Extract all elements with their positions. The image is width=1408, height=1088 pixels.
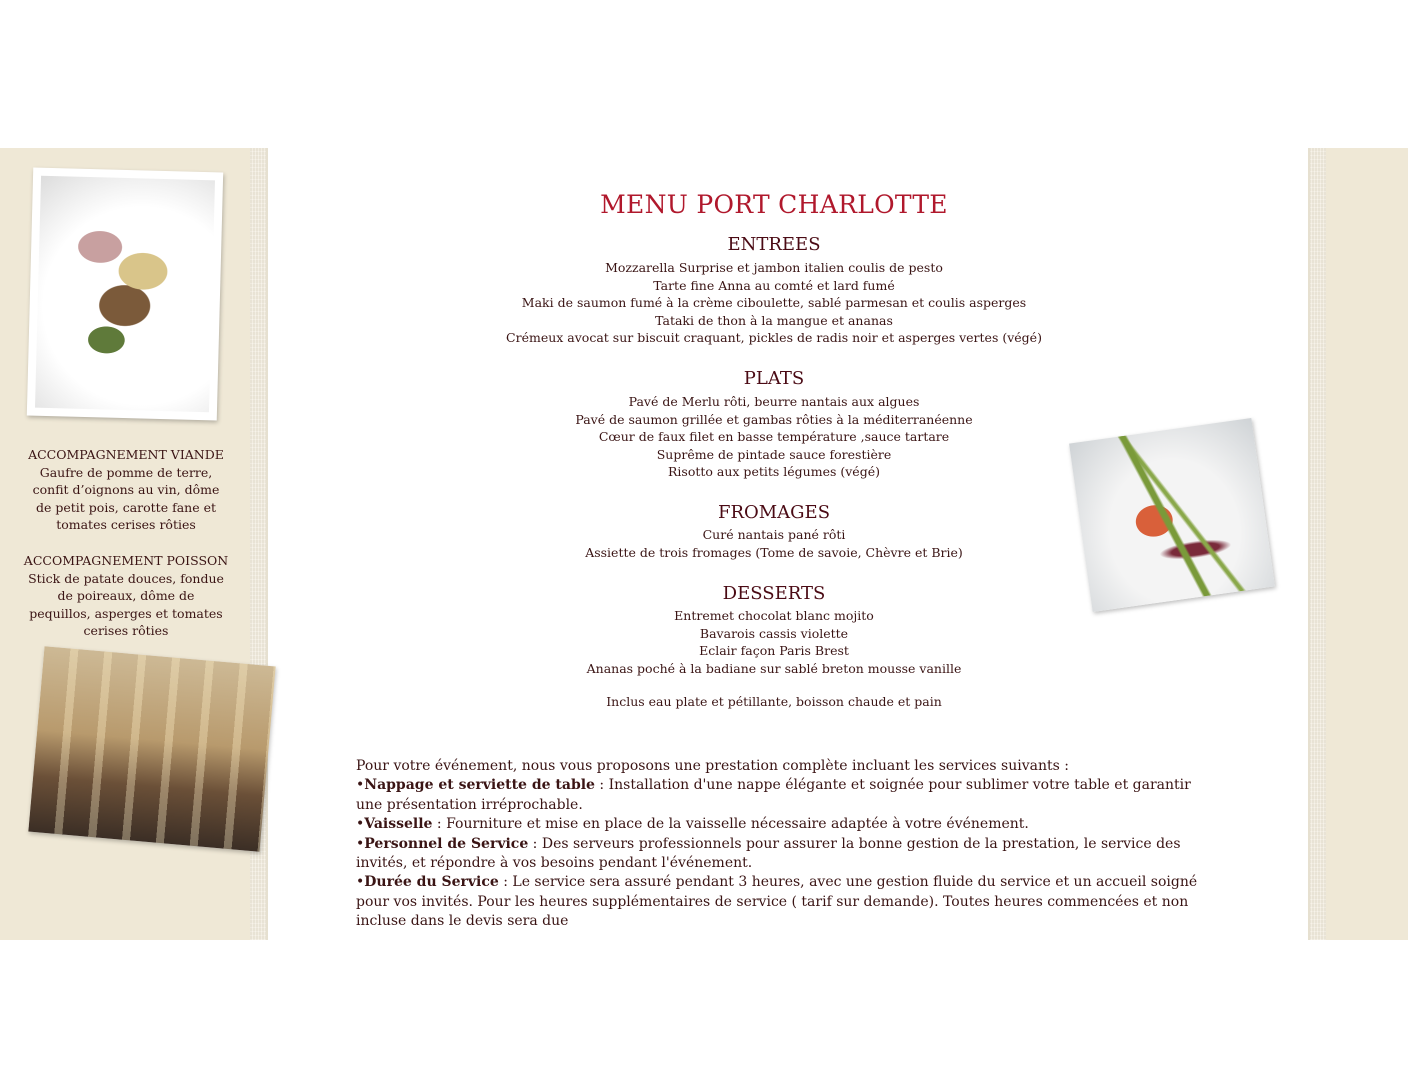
list-item: Ananas poché à la badiane sur sablé breton mousse vanille [586,660,962,676]
list-item: Eclair façon Paris Brest [699,643,849,658]
service-item [356,776,1206,815]
menu-title: MENU PORT CHARLOTTE [600,190,948,219]
list-item: Mozzarella Surprise et jambon italien coulis de pesto [605,260,943,275]
side-poisson-line: pequillos, asperges et tomates [29,605,223,621]
side-poisson-block [12,552,240,640]
entrees-list [266,259,1282,347]
service-label: Nappage et serviette de table [364,777,595,794]
service-label: Durée du Service [364,874,499,891]
side-poisson-line: Stick de patate douces, fondue [28,570,224,586]
service-item [356,873,1206,931]
side-viande-line: tomates cerises rôties [56,517,196,532]
service-item [356,835,1206,874]
side-viande-block [12,446,240,534]
food-photo-tartare [1069,418,1275,612]
list-item: Crémeux avocat sur biscuit craquant, pickles de radis noir et asperges vertes (végé) [506,330,1042,345]
list-item: Entremet chocolat blanc mojito [674,608,874,623]
service-item [356,815,1206,834]
right-decorative-strip [1326,148,1408,940]
list-item: Risotto aux petits légumes (végé) [668,464,880,479]
list-item: Curé nantais pané rôti [702,527,846,542]
list-item: Bavarois cassis violette [699,625,849,641]
bullet: • [356,777,365,794]
list-item: Pavé de Merlu rôti, beurre nantais aux algues [628,394,920,409]
food-photo-meat [27,168,223,421]
service-text: : Installation d'une nappe élégante et soignée pour sublimer votre table et garantir une présentation irréprochable. [356,777,1191,813]
service-text: : Fourniture et mise en place de la vaisselle nécessaire adaptée à votre événement. [432,816,1029,833]
services-intro: Pour votre événement, nous vous proposons une prestation complète incluant les services suivants : [356,758,1069,774]
side-viande-heading: ACCOMPAGNEMENT VIANDE [28,447,224,462]
bullet: • [356,874,365,891]
bullet: • [356,816,365,833]
list-item: Cœur de faux filet en basse température ,sauce tartare [598,429,950,444]
side-viande-line: confit d’oignons au vin, dôme [32,482,220,497]
side-poisson-line: cerises rôties [83,623,169,638]
side-viande-line: de petit pois, carotte fane et [36,499,216,515]
service-label: Personnel de Service [364,835,529,852]
bullet: • [356,835,365,852]
included-note: Inclus eau plate et pétillante, boisson chaude et pain [606,694,942,709]
section-title-desserts: DESSERTS [722,583,826,604]
section-title-plats: PLATS [743,368,805,389]
side-poisson-heading: ACCOMPAGNEMENT POISSON [23,553,229,568]
section-title-entrees: ENTREES [727,234,821,255]
desserts-list [266,607,1282,677]
side-viande-line: Gaufre de pomme de terre, [39,464,213,480]
list-item: Suprême de pintade sauce forestière [656,446,892,462]
services-block [356,757,1206,932]
list-item: Pavé de saumon grillée et gambas rôties à la méditerranéenne [575,411,973,427]
service-label: Vaisselle [364,816,433,833]
list-item: Tarte fine Anna au comté et lard fumé [653,277,895,293]
list-item: Assiette de trois fromages (Tome de savoie, Chèvre et Brie) [585,544,963,560]
service-text: : Le service sera assuré pendant 3 heures, avec une gestion fluide du service et un accueil soigné pour vos invités. Pour les heures supplémentaires de service ( tarif sur demande). Toutes heures commencées et non incluse dans le devis sera due [356,874,1198,930]
service-text: : Des serveurs professionnels pour assurer la bonne gestion de la prestation, le service des invités, et répondre à vos besoins pendant l'événement. [356,835,1181,872]
list-item: Tataki de thon à la mangue et ananas [655,312,893,328]
section-title-fromages: FROMAGES [717,502,831,523]
list-item: Maki de saumon fumé à la crème ciboulette, sablé parmesan et coulis asperges [521,295,1027,310]
restaurant-photo [28,646,275,852]
side-poisson-line: de poireaux, dôme de [57,588,195,603]
